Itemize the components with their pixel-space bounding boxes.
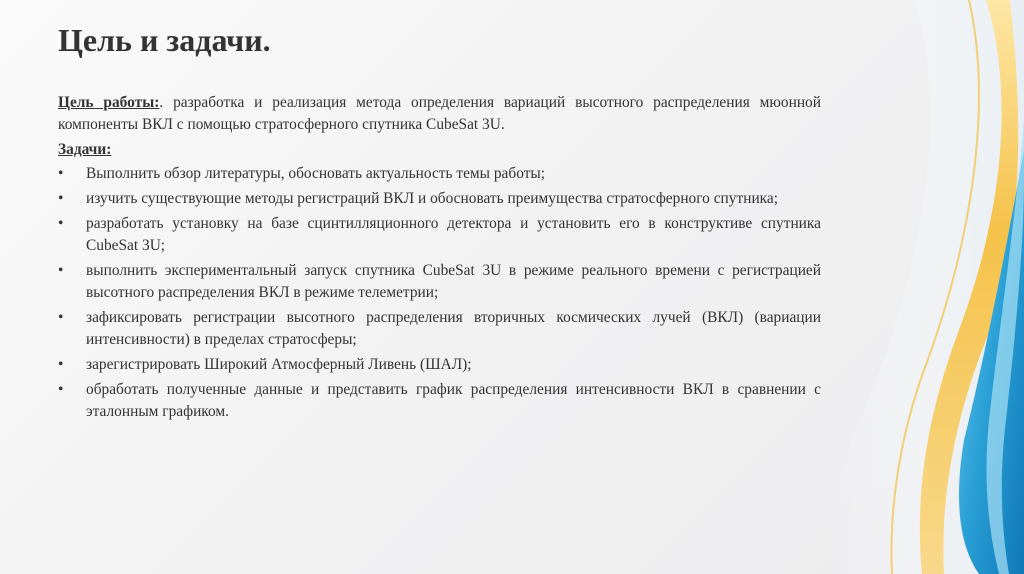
goal-label: Цель работы:	[58, 94, 160, 111]
tasks-heading	[58, 139, 821, 161]
list-item	[58, 354, 821, 376]
list-item	[58, 213, 821, 257]
bullet-icon: •	[58, 356, 64, 373]
bullet-icon: •	[58, 215, 64, 232]
bullet-icon: •	[58, 309, 64, 326]
tasks-label: Задачи:	[58, 141, 112, 158]
bullet-icon: •	[58, 165, 64, 182]
list-item	[58, 163, 821, 185]
bullet-icon: •	[58, 381, 64, 398]
list-item	[58, 379, 821, 423]
tasks-list	[58, 163, 821, 423]
task-text: выполнить экспериментальный запуск спутника CubeSat 3U в режиме реального времени с регистрацией высотного распределения ВКЛ в режиме телеметрии;	[86, 262, 821, 301]
goal-paragraph	[58, 92, 821, 136]
task-text: зафиксировать регистрации высотного распределения вторичных космических лучей (ВКЛ) (вариации интенсивности) в пределах стратосферы;	[86, 309, 821, 348]
list-item	[58, 188, 821, 210]
task-text: разработать установку на базе сцинтилляционного детектора и установить его в конструктиве спутника CubeSat 3U;	[86, 215, 821, 254]
task-text: обработать полученные данные и представить график распределения интенсивности ВКЛ в сравнении с эталонным графиком.	[86, 381, 821, 420]
slide-title: Цель и задачи.	[58, 22, 271, 58]
goal-text: . разработка и реализация метода определения вариаций высотного распределения мюонной компоненты ВКЛ с помощью стратосферного спутника CubeSat 3U.	[58, 94, 821, 133]
bullet-icon: •	[58, 262, 64, 279]
task-text: зарегистрировать Широкий Атмосферный Ливень (ШАЛ);	[86, 356, 472, 373]
slide-content	[58, 92, 821, 426]
task-text: Выполнить обзор литературы, обосновать актуальность темы работы;	[86, 165, 546, 182]
list-item	[58, 307, 821, 351]
bullet-icon: •	[58, 190, 64, 207]
list-item	[58, 260, 821, 304]
task-text: изучить существующие методы регистраций ВКЛ и обосновать преимущества стратосферного спутника;	[86, 190, 779, 207]
